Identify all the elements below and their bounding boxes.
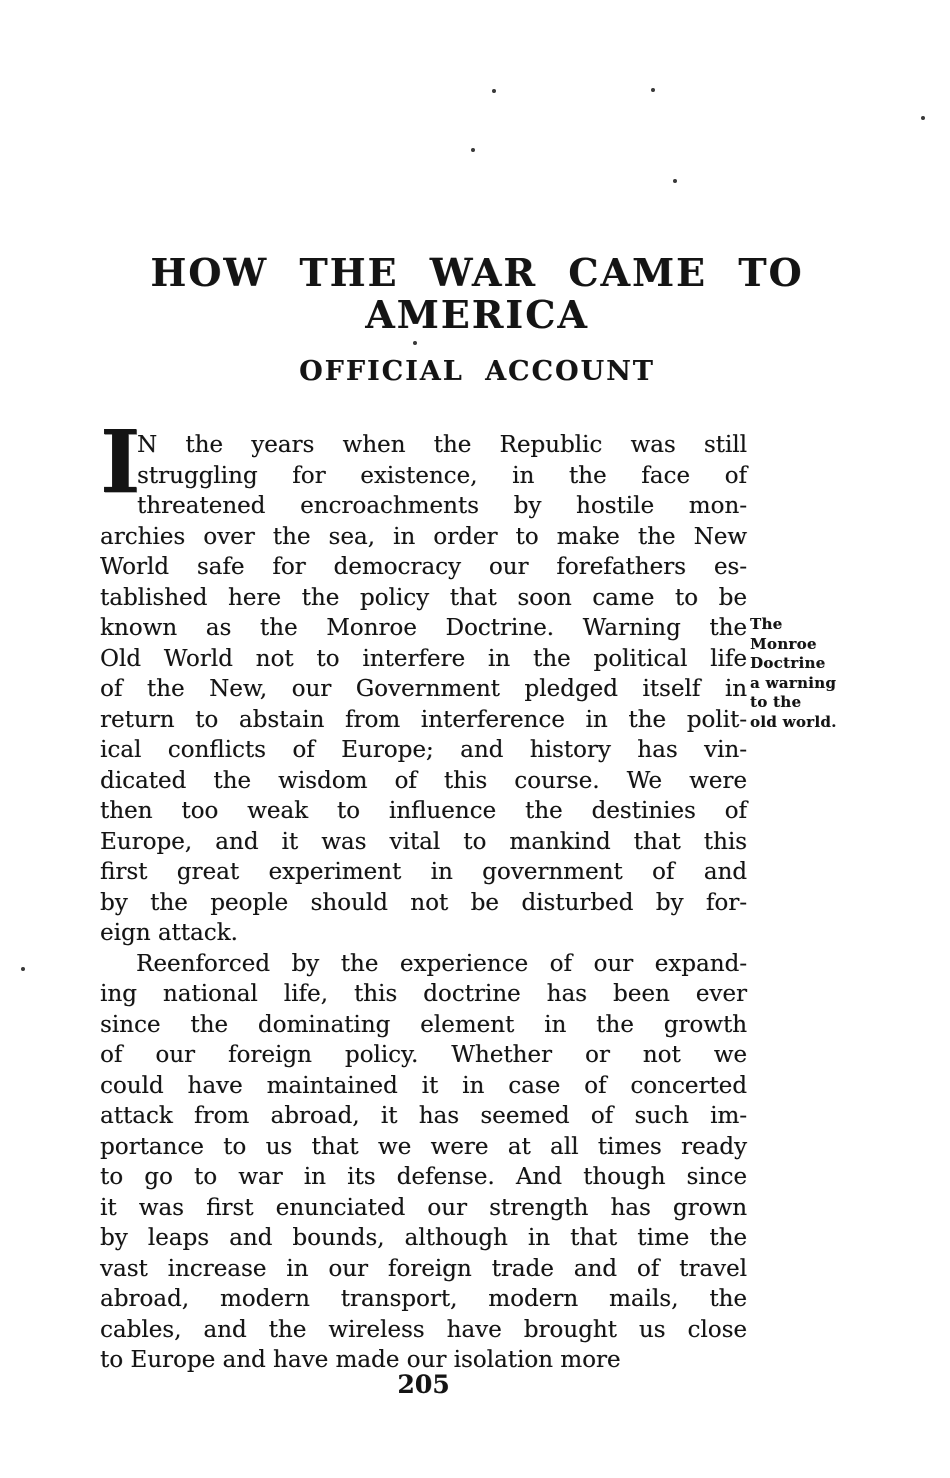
body-line: could have maintained it in case of concerted (100, 1072, 747, 1099)
body-line: of our foreign policy. Whether or not we (100, 1042, 747, 1068)
scan-speck (673, 179, 677, 183)
body-line: archies over the sea, in order to make the New (100, 523, 747, 550)
body-line: to Europe and have made our isolation more (100, 1347, 621, 1373)
body-line: attack from abroad, it has seemed of such im- (100, 1103, 747, 1129)
sidenote-line: Monroe (750, 634, 817, 653)
body-line: dicated the wisdom of this course. We were (100, 767, 747, 794)
body-line: of the New, our Government pledged itself in (100, 676, 747, 702)
body-line: vast increase in our foreign trade and of travel (100, 1255, 747, 1282)
scan-speck (921, 116, 925, 120)
body-text-column (100, 412, 747, 1376)
scan-speck (651, 88, 655, 92)
sidenote-line: Doctrine (750, 654, 826, 672)
body-line: Europe, and it was vital to mankind that this (100, 828, 747, 855)
body-line-text: N the years when the Republic was still (137, 432, 747, 458)
subtitle: OFFICIAL ACCOUNT (299, 356, 655, 387)
scan-speck (21, 967, 25, 971)
body-line: struggling for existence, in the face of (137, 462, 747, 489)
scan-speck (492, 89, 496, 93)
body-line: ical conflicts of Europe; and history has vin- (100, 737, 747, 763)
body-line: abroad, modern transport, modern mails, the (100, 1286, 747, 1312)
body-line: to go to war in its defense. And though since (100, 1164, 747, 1190)
body-line: Reenforced by the experience of our expand- (136, 950, 747, 977)
body-line: known as the Monroe Doctrine. Warning the (100, 615, 747, 641)
page-title-line1: HOW THE WAR CAME TO (150, 250, 804, 295)
sidenote-line: The (750, 615, 783, 633)
body-line: it was first enunciated our strength has grown (100, 1194, 747, 1221)
body-line: threatened encroachments by hostile mon- (137, 493, 747, 519)
page-title-line2: AMERICA (365, 292, 589, 337)
scan-speck (471, 148, 475, 152)
body-line: portance to us that we were at all times ready (100, 1133, 747, 1160)
body-line: eign attack. (100, 920, 238, 946)
body-line: World safe for democracy our forefathers es- (100, 554, 747, 580)
body-line: since the dominating element in the growth (100, 1011, 747, 1038)
body-line: first great experiment in government of and (100, 859, 747, 885)
body-line: by leaps and bounds, although in that time the (100, 1225, 747, 1251)
scan-speck (413, 341, 417, 345)
sidenote-line: a warning (750, 673, 837, 692)
body-line: return to abstain from interference in the polit- (100, 706, 747, 733)
body-line: then too weak to influence the destinies of (100, 798, 747, 824)
sidenote-line: to the (750, 693, 802, 711)
body-line: Old World not to interfere in the political life (100, 645, 747, 672)
body-line: ing national life, this doctrine has been ever (100, 981, 747, 1007)
drop-cap: I (100, 412, 141, 513)
body-line: cables, and the wireless have brought us close (100, 1316, 747, 1343)
body-line: tablished here the policy that soon came to be (100, 584, 747, 611)
body-line: by the people should not be disturbed by for- (100, 889, 747, 916)
page-title (100, 252, 854, 336)
margin-sidenote (750, 615, 865, 732)
sidenote-line: old world. (750, 712, 837, 731)
page-number: 205 (397, 1370, 450, 1399)
